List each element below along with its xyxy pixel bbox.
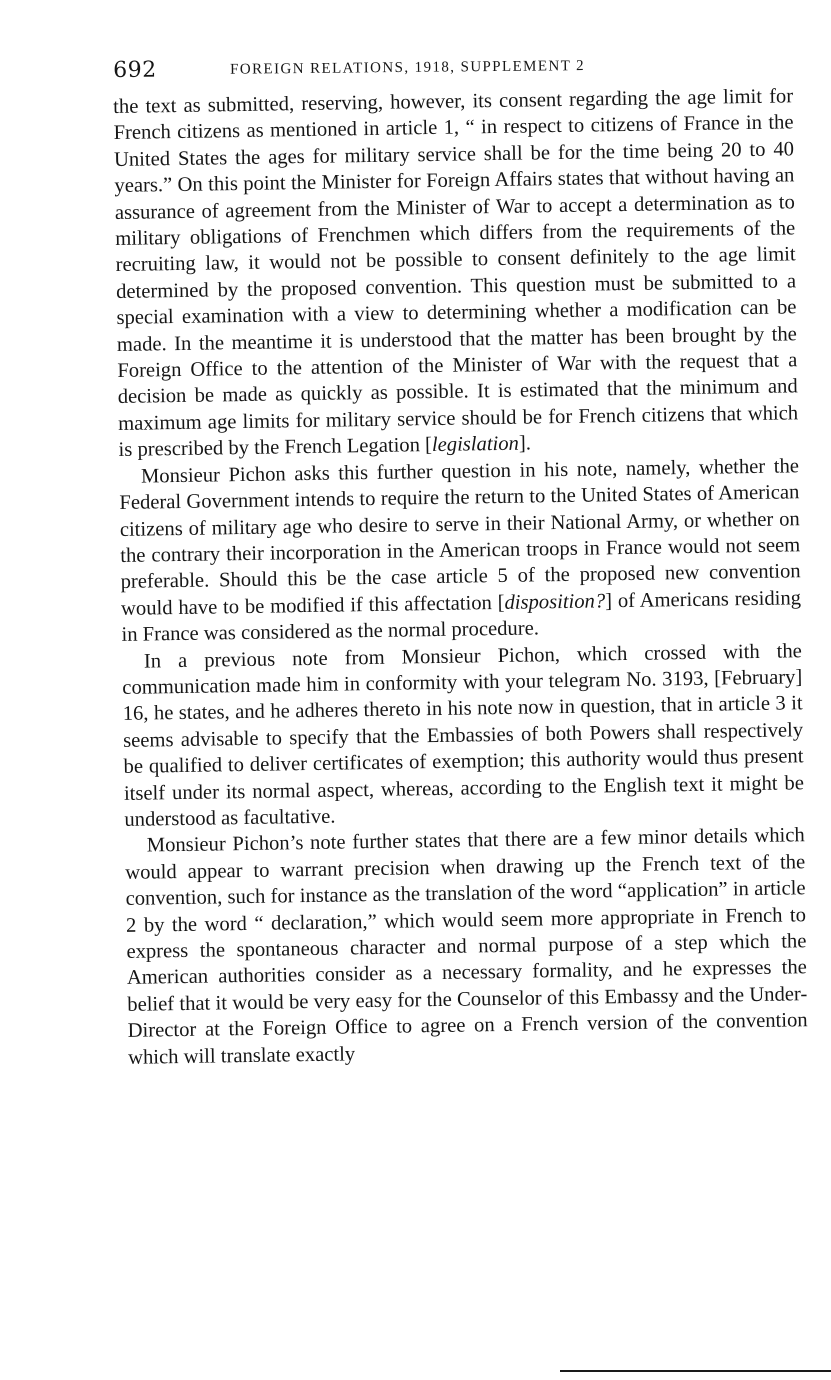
- page-header: [113, 51, 773, 86]
- running-head: FOREIGN RELATIONS, 1918, SUPPLEMENT 2: [230, 58, 586, 78]
- page-number: 692: [113, 57, 157, 83]
- paragraph-2-italic-correction: disposition?: [504, 590, 606, 614]
- scan-edge-rule: [560, 1370, 831, 1372]
- paragraph-2: [119, 453, 802, 649]
- paragraph-4: Monsieur Pichon’s note further states that there are a few minor details which would appear to warrant precision when drawing up the French text of the convention, such for instance as the translation of the word “application” in article 2 by the word “ declaration,” which would seem more appropriate in French to express the spontaneous character and normal purpose of a step which the American authorities consider as a necessary formality, and he expresses the belief that it would be very easy for the Counselor of this Embassy and the Under-Director at the Foreign Office to agree on a French version of the convention which will translate exactly: [125, 824, 808, 1069]
- paragraph-1: [113, 83, 799, 463]
- body-text: [113, 83, 808, 1071]
- paragraph-1-text-end: ].: [518, 432, 532, 455]
- paragraph-1-text: the text as submitted, reserving, however, its consent regarding the age limit for French citizens as mentioned in article 1, “ in respect to citizens of France in the United States the ages for military service shall be for the time being 20 to 40 years.” On this point the Minister for Foreign Affairs states that without having an assurance of agreement from the Minister of War to accept a determination as to military obligations of Frenchmen which differs from the requirements of the recruiting law, it would not be possible to consent definitely to the age limit determined by the proposed convention. This question must be submitted to a special examination with a view to determining whether a modification can be made. In the meantime it is understood that the matter has been brought by the Foreign Office to the attention of the Minister of War with the request that a decision be made as quickly as possible. It is estimated that the minimum and maximum age limits for military service should be for French citizens that which is prescribed by the French Legation [: [113, 85, 799, 462]
- paragraph-2-text-end: ] of Americans residing in France was considered as the normal procedure.: [121, 586, 802, 647]
- paragraph-2-text: Monsieur Pichon asks this further question in his note, namely, whether the Federal Government intends to require the return to the United States of American citizens of military age who desire to serve in their National Army, or whether on the contrary their incorporation in the American troops in France would not seem preferable. Should this be the case article 5 of the proposed new convention would have to be modified if this affectation [: [119, 454, 801, 620]
- paragraph-1-italic-correction: legislation: [431, 432, 520, 457]
- paragraph-3: In a previous note from Monsieur Pichon, which crossed with the communication made him in conformity with your telegram No. 3193, [February] 16, he states, and he adheres thereto in his note now in question, that in article 3 it seems advisable to specify that the Embassies of both Powers shall respectively be qualified to deliver certificates of exemption; this authority would thus present itself under its normal aspect, whereas, according to the English text it might be understood as facultative.: [122, 639, 805, 831]
